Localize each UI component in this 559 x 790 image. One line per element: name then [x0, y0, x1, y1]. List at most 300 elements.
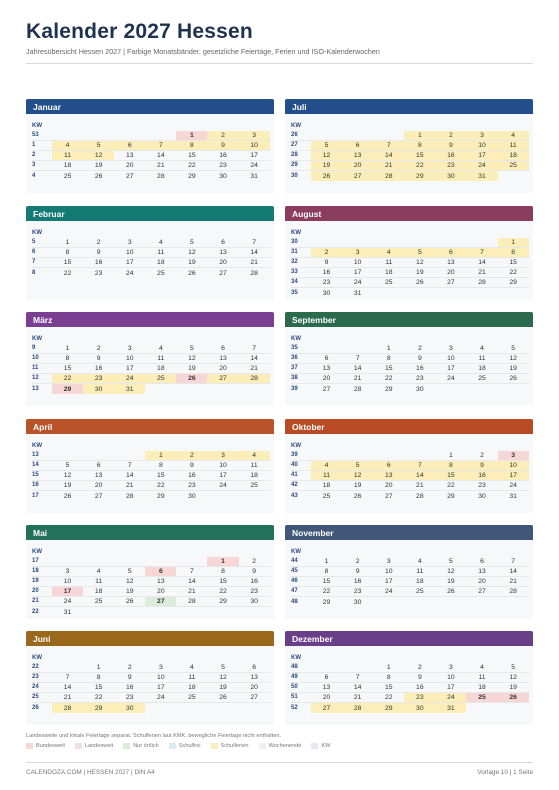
- week-row: [291, 663, 529, 673]
- day-cell: 4: [404, 557, 435, 567]
- day-cell: 8: [176, 141, 207, 151]
- day-cell: [373, 451, 404, 461]
- day-cell: 19: [207, 683, 238, 693]
- week-row: [32, 151, 270, 161]
- day-cell: 18: [466, 364, 497, 374]
- day-cell: 8: [435, 461, 466, 471]
- day-cell: [373, 597, 404, 607]
- day-cell: 17: [466, 151, 497, 161]
- month-oktober: [285, 419, 533, 513]
- kw-header: KW: [291, 549, 301, 555]
- day-cell: 6: [145, 567, 176, 577]
- day-cell: 5: [342, 461, 373, 471]
- day-cell: 20: [466, 577, 497, 587]
- day-cell: 28: [353, 385, 362, 393]
- day-cell: [373, 238, 404, 248]
- day-cell: 29: [322, 598, 331, 606]
- day-cell: 28: [176, 597, 207, 607]
- day-cell: 9: [176, 461, 207, 471]
- day-cell: 10: [207, 461, 238, 471]
- day-cell: 25: [466, 374, 497, 384]
- week-row: [291, 238, 529, 248]
- day-cell: 6: [342, 141, 373, 151]
- week-row: [32, 577, 270, 587]
- day-cell: 9: [404, 354, 435, 364]
- bottom-divider: [26, 762, 533, 763]
- day-cell: 21: [114, 481, 145, 491]
- week-row: [291, 567, 529, 577]
- day-cell: [83, 131, 114, 141]
- day-cell: 5: [52, 461, 83, 471]
- week-number: 35: [291, 344, 311, 354]
- week-row: [32, 557, 270, 567]
- legend-item: [123, 743, 159, 749]
- day-cell: 1: [52, 238, 83, 248]
- day-cell: 24: [435, 693, 466, 703]
- day-cell: [83, 557, 114, 567]
- day-cell: [52, 663, 83, 673]
- day-cell: [342, 238, 373, 248]
- day-cell: [176, 703, 207, 713]
- week-row: [32, 693, 270, 703]
- week-number: 15: [32, 471, 52, 481]
- day-cell: 23: [466, 481, 497, 491]
- day-cell: 4: [176, 663, 207, 673]
- week-row: [32, 384, 270, 394]
- day-cell: 4: [52, 141, 83, 151]
- day-cell: 8: [373, 673, 404, 683]
- week-number: 17: [32, 557, 52, 567]
- week-number: 16: [32, 481, 52, 491]
- day-cell: 10: [114, 248, 145, 258]
- day-cell: 5: [498, 663, 529, 673]
- day-cell: 7: [176, 567, 207, 577]
- day-cell: 25: [373, 278, 404, 288]
- month-header: Dezember: [285, 631, 533, 646]
- day-cell: 20: [239, 683, 270, 693]
- day-cell: [466, 238, 497, 248]
- day-cell: 29: [384, 385, 393, 393]
- day-cell: 18: [52, 161, 83, 171]
- week-row: [32, 491, 270, 501]
- day-cell: 22: [435, 481, 466, 491]
- week-number: 49: [291, 673, 311, 683]
- day-cell: 15: [373, 683, 404, 693]
- day-cell: [145, 703, 176, 713]
- day-cell: 31: [114, 384, 145, 394]
- day-cell: 5: [176, 344, 207, 354]
- day-cell: [114, 607, 145, 617]
- kw-header: KW: [32, 336, 42, 342]
- week-row: [32, 238, 270, 248]
- day-cell: 7: [52, 673, 83, 683]
- day-cell: 25: [498, 161, 529, 171]
- day-cell: 8: [145, 461, 176, 471]
- day-cell: 25: [466, 693, 497, 703]
- day-cell: 27: [125, 172, 134, 180]
- day-cell: 12: [52, 471, 83, 481]
- day-cell: 27: [311, 703, 342, 713]
- day-cell: [239, 607, 270, 617]
- day-cell: 24: [342, 278, 373, 288]
- day-cell: 5: [404, 248, 435, 258]
- day-cell: 26: [63, 492, 72, 500]
- day-cell: 20: [373, 481, 404, 491]
- week-row: [291, 703, 529, 713]
- week-number: 14: [32, 461, 52, 471]
- day-cell: 25: [157, 269, 165, 277]
- week-row: [32, 673, 270, 683]
- day-cell: 12: [404, 258, 435, 268]
- day-cell: 11: [498, 141, 529, 151]
- week-number: 53: [32, 131, 52, 141]
- day-cell: [145, 607, 176, 617]
- week-number: 48: [291, 598, 298, 605]
- month-dezember: [285, 631, 533, 725]
- day-cell: 23: [239, 587, 270, 597]
- day-cell: [311, 238, 342, 248]
- day-cell: 27: [94, 492, 103, 500]
- day-cell: 13: [83, 471, 114, 481]
- week-row: [291, 364, 529, 374]
- month-juli: [285, 99, 533, 193]
- day-cell: 27: [207, 374, 238, 384]
- week-row: [291, 354, 529, 364]
- day-cell: 15: [52, 364, 83, 374]
- day-cell: 17: [498, 471, 529, 481]
- day-cell: 24: [114, 374, 145, 384]
- day-cell: 13: [311, 683, 342, 693]
- month-table: [32, 442, 270, 501]
- week-row: [32, 344, 270, 354]
- day-cell: 24: [466, 161, 497, 171]
- day-cell: 30: [353, 598, 362, 606]
- day-cell: 21: [239, 258, 270, 268]
- week-row: [32, 567, 270, 577]
- day-cell: 27: [384, 492, 393, 500]
- day-cell: [311, 451, 342, 461]
- kw-header: KW: [291, 123, 301, 129]
- day-cell: [435, 597, 466, 607]
- day-cell: 13: [114, 151, 145, 161]
- week-row: [32, 597, 270, 607]
- day-cell: 8: [52, 354, 83, 364]
- week-number: 40: [291, 461, 311, 471]
- day-cell: 20: [114, 161, 145, 171]
- day-cell: 15: [145, 471, 176, 481]
- day-cell: 24: [435, 374, 466, 384]
- day-cell: 3: [114, 238, 145, 248]
- day-cell: 31: [250, 172, 258, 180]
- day-cell: [145, 131, 176, 141]
- day-cell: 19: [435, 577, 466, 587]
- day-cell: 19: [83, 161, 114, 171]
- month-april: [26, 419, 274, 513]
- day-cell: 3: [145, 663, 176, 673]
- day-cell: 3: [342, 248, 373, 258]
- kw-header: KW: [291, 655, 301, 661]
- week-number: 17: [32, 492, 39, 499]
- day-cell: 15: [373, 364, 404, 374]
- legend-item: [26, 743, 65, 749]
- month-table: [32, 548, 270, 618]
- legend-swatch: [123, 743, 130, 749]
- week-row: [291, 481, 529, 491]
- day-cell: 16: [435, 151, 466, 161]
- day-cell: [83, 607, 114, 617]
- week-number: 45: [291, 567, 311, 577]
- footer-right: Vorlage 10 | 1 Seite: [477, 769, 533, 776]
- legend-item: [75, 743, 113, 749]
- day-cell: 29: [447, 492, 455, 500]
- day-cell: 12: [83, 151, 114, 161]
- day-cell: 12: [342, 471, 373, 481]
- day-cell: 30: [83, 384, 114, 394]
- day-cell: 18: [373, 268, 404, 278]
- month-november: [285, 525, 533, 619]
- day-cell: 1: [404, 131, 435, 141]
- day-cell: 31: [435, 703, 466, 713]
- day-cell: [404, 451, 435, 461]
- month-header: März: [26, 312, 274, 327]
- day-cell: 14: [342, 683, 373, 693]
- month-table: [291, 229, 529, 299]
- day-cell: 20: [311, 693, 342, 703]
- legend-item: [311, 743, 330, 749]
- day-cell: 28: [342, 703, 373, 713]
- day-cell: 1: [145, 451, 176, 461]
- day-cell: 26: [404, 278, 435, 288]
- week-row: [32, 471, 270, 481]
- kw-header: KW: [32, 655, 42, 661]
- week-number: 34: [291, 278, 311, 288]
- day-cell: 2: [239, 557, 270, 567]
- month-märz: [26, 312, 274, 406]
- day-cell: 26: [353, 492, 362, 500]
- month-august: [285, 206, 533, 300]
- week-number: 22: [32, 663, 52, 673]
- week-number: 32: [291, 258, 311, 268]
- day-cell: 17: [114, 258, 145, 268]
- day-cell: 16: [342, 577, 373, 587]
- day-cell: [114, 131, 145, 141]
- day-cell: 26: [176, 374, 207, 384]
- day-cell: 2: [466, 451, 497, 461]
- day-cell: 23: [311, 278, 342, 288]
- kw-header: KW: [32, 549, 42, 555]
- day-cell: [466, 288, 497, 298]
- week-row: [291, 288, 529, 298]
- legend-label: Nur örtlich: [133, 743, 159, 749]
- day-cell: 19: [404, 268, 435, 278]
- day-cell: 20: [207, 364, 238, 374]
- day-cell: 1: [435, 451, 466, 461]
- day-cell: [52, 131, 83, 141]
- day-cell: 12: [176, 248, 207, 258]
- day-cell: [404, 597, 435, 607]
- day-cell: [498, 597, 529, 607]
- day-cell: 14: [176, 577, 207, 587]
- day-cell: 18: [311, 481, 342, 491]
- day-cell: 22: [63, 269, 72, 277]
- day-cell: 22: [52, 374, 83, 384]
- day-cell: 1: [207, 557, 238, 567]
- day-cell: 1: [498, 238, 529, 248]
- day-cell: 28: [157, 172, 165, 180]
- week-number: 39: [291, 385, 298, 392]
- legend-item: [259, 743, 302, 749]
- day-cell: 11: [311, 471, 342, 481]
- day-cell: 5: [311, 141, 342, 151]
- day-cell: 30: [188, 492, 196, 500]
- day-cell: 25: [322, 492, 331, 500]
- day-cell: 7: [498, 557, 529, 567]
- day-cell: 26: [114, 597, 145, 607]
- week-row: [32, 248, 270, 258]
- day-cell: 8: [311, 567, 342, 577]
- week-row: [291, 374, 529, 384]
- day-cell: 26: [311, 171, 342, 181]
- month-table: [291, 335, 529, 394]
- day-cell: 21: [404, 481, 435, 491]
- day-cell: 15: [311, 577, 342, 587]
- day-cell: 20: [207, 258, 238, 268]
- month-header: Juli: [285, 99, 533, 114]
- day-cell: 5: [83, 141, 114, 151]
- day-cell: 12: [207, 673, 238, 683]
- week-row: [291, 451, 529, 461]
- month-juni: [26, 631, 274, 725]
- day-cell: 15: [498, 258, 529, 268]
- legend-label: Schulfrei: [178, 743, 201, 749]
- day-cell: [207, 384, 238, 394]
- week-row: [32, 607, 270, 617]
- day-cell: 18: [83, 587, 114, 597]
- day-cell: [435, 384, 466, 394]
- day-cell: 31: [353, 290, 362, 298]
- day-cell: 21: [176, 587, 207, 597]
- day-cell: [114, 557, 145, 567]
- day-cell: 30: [404, 703, 435, 713]
- day-cell: 25: [176, 693, 207, 703]
- day-cell: [52, 451, 83, 461]
- day-cell: 11: [145, 248, 176, 258]
- day-cell: 23: [435, 161, 466, 171]
- day-cell: 18: [145, 364, 176, 374]
- day-cell: 1: [311, 557, 342, 567]
- day-cell: 14: [342, 364, 373, 374]
- week-number: 23: [32, 673, 52, 683]
- day-cell: 13: [207, 354, 238, 364]
- day-cell: [311, 344, 342, 354]
- day-cell: 27: [239, 693, 270, 703]
- week-row: [291, 278, 529, 288]
- week-row: [32, 258, 270, 268]
- day-cell: 12: [176, 354, 207, 364]
- week-number: 35: [291, 290, 298, 297]
- day-cell: 10: [373, 567, 404, 577]
- week-row: [32, 374, 270, 384]
- day-cell: 12: [498, 673, 529, 683]
- legend-swatch: [26, 743, 33, 749]
- day-cell: 6: [114, 141, 145, 151]
- day-cell: 29: [498, 278, 529, 288]
- week-number: 31: [291, 248, 311, 258]
- month-table: [32, 335, 270, 394]
- day-cell: 13: [466, 567, 497, 577]
- week-row: [291, 171, 529, 181]
- week-number: 42: [291, 481, 311, 491]
- day-cell: 7: [342, 673, 373, 683]
- kw-header: KW: [32, 443, 42, 449]
- month-header: Januar: [26, 99, 274, 114]
- week-row: [291, 131, 529, 141]
- week-number: 48: [291, 663, 311, 673]
- week-row: [32, 663, 270, 673]
- week-number: 3: [32, 161, 52, 171]
- day-cell: 22: [207, 587, 238, 597]
- week-number: 20: [32, 587, 52, 597]
- week-row: [291, 344, 529, 354]
- day-cell: 11: [404, 567, 435, 577]
- week-row: [291, 471, 529, 481]
- day-cell: 10: [114, 354, 145, 364]
- day-cell: 21: [466, 268, 497, 278]
- day-cell: 15: [83, 683, 114, 693]
- day-cell: 16: [114, 683, 145, 693]
- legend-swatch: [259, 743, 266, 749]
- day-cell: 17: [239, 151, 270, 161]
- week-number: 46: [291, 577, 311, 587]
- day-cell: 26: [94, 172, 103, 180]
- day-cell: 1: [83, 663, 114, 673]
- day-cell: 12: [435, 567, 466, 577]
- week-number: 38: [291, 374, 311, 384]
- week-row: [32, 461, 270, 471]
- day-cell: [342, 344, 373, 354]
- day-cell: [176, 607, 207, 617]
- day-cell: 4: [145, 238, 176, 248]
- day-cell: 27: [435, 278, 466, 288]
- day-cell: 30: [322, 290, 331, 298]
- month-header: September: [285, 312, 533, 327]
- day-cell: [342, 663, 373, 673]
- day-cell: [435, 238, 466, 248]
- day-cell: 13: [435, 258, 466, 268]
- day-cell: 20: [311, 374, 342, 384]
- week-row: [291, 597, 529, 607]
- month-header: Juni: [26, 631, 274, 646]
- day-cell: 3: [466, 131, 497, 141]
- day-cell: 5: [176, 238, 207, 248]
- week-number: 9: [32, 344, 52, 354]
- month-table: [32, 229, 270, 278]
- kw-header: KW: [291, 443, 301, 449]
- day-cell: 18: [176, 683, 207, 693]
- day-cell: 24: [373, 587, 404, 597]
- day-cell: 7: [342, 354, 373, 364]
- day-cell: 14: [239, 248, 270, 258]
- day-cell: 17: [145, 683, 176, 693]
- top-divider: [26, 63, 533, 64]
- day-cell: 27: [342, 171, 373, 181]
- day-cell: 31: [466, 171, 497, 181]
- week-row: [32, 171, 270, 181]
- day-cell: [176, 557, 207, 567]
- day-cell: 27: [219, 269, 227, 277]
- day-cell: 10: [52, 577, 83, 587]
- day-cell: 2: [404, 344, 435, 354]
